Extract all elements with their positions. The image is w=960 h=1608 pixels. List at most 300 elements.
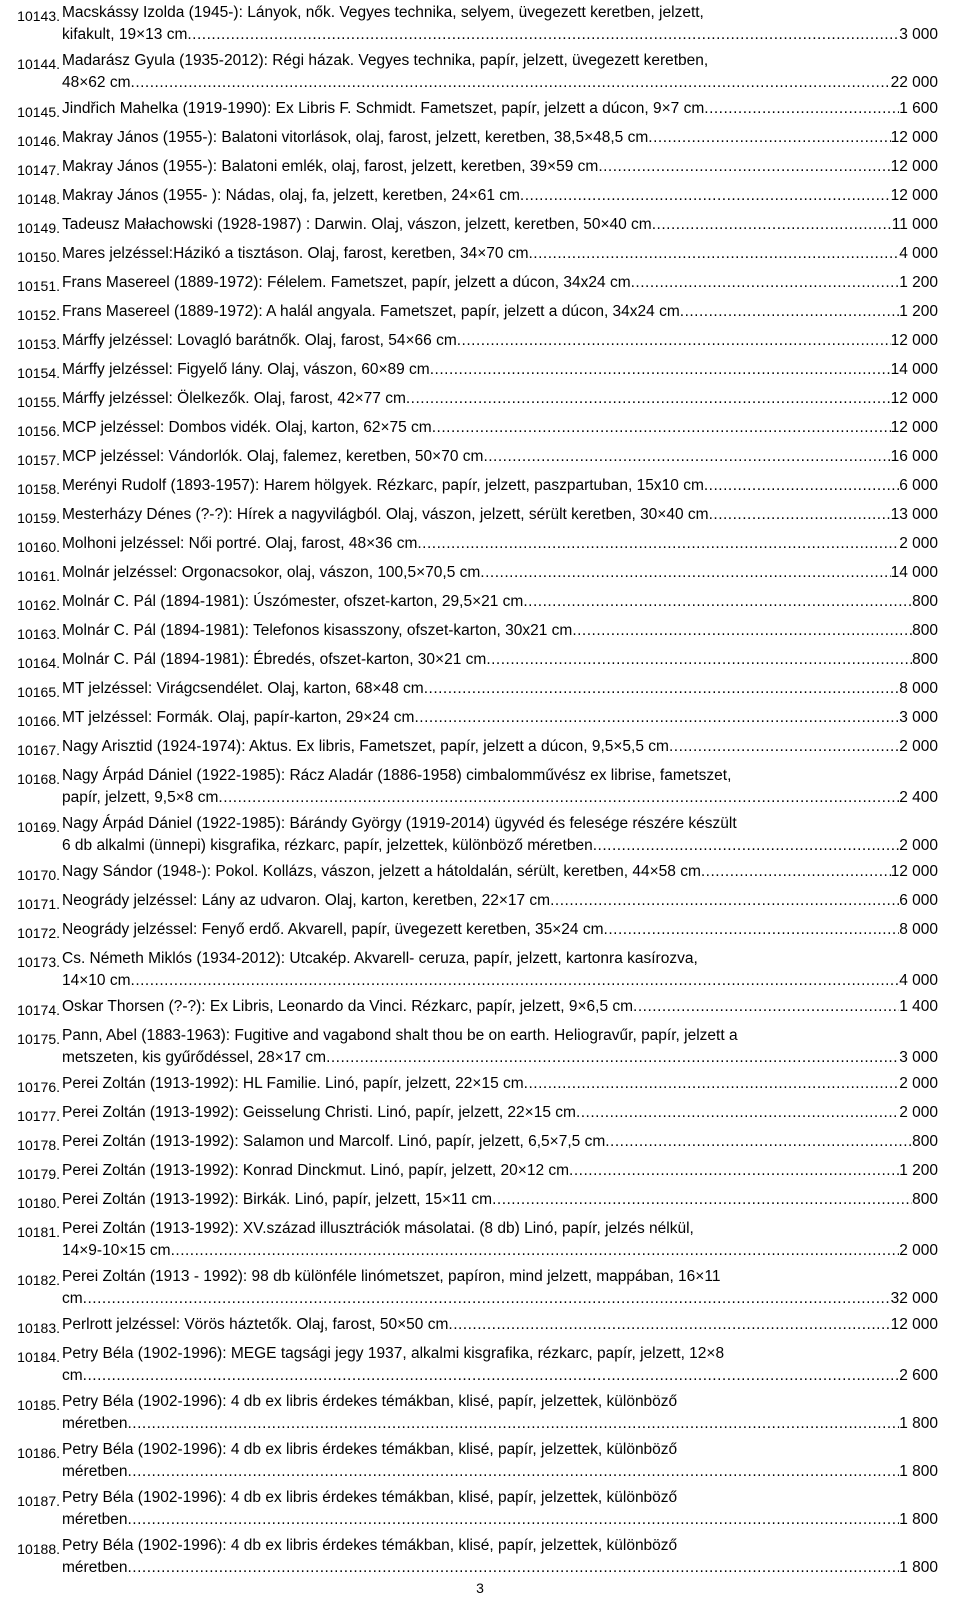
dot-leader [652, 214, 892, 236]
description-line [62, 417, 938, 439]
lot-number: 10156. [17, 423, 60, 439]
entry-description [62, 1343, 938, 1387]
catalog-entry [0, 996, 960, 1021]
dot-leader [631, 272, 900, 294]
dot-leader [417, 533, 899, 555]
catalog-entry [0, 1266, 960, 1310]
description-line: Petry Béla (1902-1996): 4 db ex libris érdekes témákban, klisé, papír, jelzettek, különböző [62, 1441, 678, 1458]
lot-number: 10181. [17, 1224, 60, 1240]
catalog-entry [0, 707, 960, 732]
dot-leader [457, 330, 891, 352]
price: 32 000 [890, 1290, 938, 1307]
description-line [62, 1509, 938, 1531]
price: 4 000 [899, 245, 938, 262]
price: 1 400 [899, 998, 938, 1015]
catalog-entry [0, 1102, 960, 1127]
entry-description [62, 1189, 938, 1211]
dot-leader [704, 475, 899, 497]
catalog-entry [0, 417, 960, 442]
dot-leader [709, 504, 891, 526]
dot-leader [524, 1073, 900, 1095]
catalog-entry [0, 1487, 960, 1531]
description-line [62, 1314, 938, 1336]
price: 12 000 [890, 187, 938, 204]
lot-number: 10155. [17, 394, 60, 410]
lot-number: 10161. [17, 568, 60, 584]
description-line [62, 678, 938, 700]
catalog-entry [0, 1189, 960, 1214]
description-text: Makray János (1955-): Balatoni emlék, olaj, farost, jelzett, keretben, 39×59 cm [62, 158, 599, 175]
lot-number: 10182. [17, 1272, 60, 1288]
description-line [62, 1557, 938, 1579]
catalog-entry [0, 1160, 960, 1185]
description-text: Makray János (1955- ): Nádas, olaj, fa, jelzett, keretben, 24×61 cm [62, 187, 520, 204]
price: 800 [912, 1191, 938, 1208]
dot-leader [83, 1365, 900, 1387]
price: 13 000 [890, 506, 938, 523]
catalog-entry [0, 1391, 960, 1435]
description-line [62, 127, 938, 149]
lot-number: 10146. [17, 133, 60, 149]
lot-number: 10184. [17, 1349, 60, 1365]
description-line: Nagy Árpád Dániel (1922-1985): Rácz Aladár (1886-1958) cimbalomművész ex librise, fametszet, [62, 767, 732, 784]
entry-description [62, 533, 938, 555]
entry-description [62, 620, 938, 642]
entry-description [62, 1391, 938, 1435]
lot-number: 10177. [17, 1108, 60, 1124]
dot-leader [127, 1557, 899, 1579]
entry-description [62, 2, 938, 46]
entry-description [62, 890, 938, 912]
entry-description [62, 649, 938, 671]
price: 800 [912, 1133, 938, 1150]
catalog-entry [0, 813, 960, 857]
entry-description [62, 948, 938, 992]
dot-leader [529, 243, 900, 265]
description-text: Márffy jelzéssel: Figyelő lány. Olaj, vászon, 60×89 cm [62, 361, 430, 378]
catalog-entry [0, 359, 960, 384]
price: 14 000 [890, 564, 938, 581]
catalog-entry [0, 736, 960, 761]
lot-number: 10186. [17, 1445, 60, 1461]
catalog-entry [0, 504, 960, 529]
description-text: MCP jelzéssel: Dombos vidék. Olaj, karton, 62×75 cm [62, 419, 432, 436]
entry-description [62, 765, 938, 809]
catalog-entry [0, 1314, 960, 1339]
catalog-entry [0, 50, 960, 94]
entry-description [62, 330, 938, 352]
entry-description [62, 1266, 938, 1310]
catalog-entry [0, 2, 960, 46]
price: 2 600 [899, 1367, 938, 1384]
description-line: Macskássy Izolda (1945-): Lányok, nők. Vegyes technika, selyem, üvegezett keretben, jelzett, [62, 4, 704, 21]
price: 2 000 [899, 1075, 938, 1092]
entry-description [62, 156, 938, 178]
description-text: Molnár C. Pál (1894-1981): Ébredés, ofszet-karton, 30×21 cm [62, 651, 487, 668]
description-line [62, 1461, 938, 1483]
description-text: Mesterházy Dénes (?-?): Hírek a nagyvilágból. Olaj, vászon, jelzett, sérült keretben, 30×40 cm [62, 506, 709, 523]
entry-description [62, 359, 938, 381]
description-line [62, 620, 938, 642]
entry-description [62, 591, 938, 613]
lot-number: 10176. [17, 1079, 60, 1095]
catalog-entry [0, 272, 960, 297]
description-line: Petry Béla (1902-1996): 4 db ex libris érdekes témákban, klisé, papír, jelzettek, különböző [62, 1537, 678, 1554]
dot-leader [131, 72, 891, 94]
description-line [62, 970, 938, 992]
description-line [62, 1288, 938, 1310]
dot-leader [701, 861, 891, 883]
description-line [62, 861, 938, 883]
description-line: Nagy Árpád Dániel (1922-1985): Bárándy György (1919-2014) ügyvéd és felesége részére készült [62, 815, 737, 832]
dot-leader [406, 388, 891, 410]
dot-leader [131, 970, 900, 992]
entry-description [62, 1487, 938, 1531]
description-line [62, 707, 938, 729]
price: 2 000 [899, 1242, 938, 1259]
description-line [62, 1131, 938, 1153]
description-text: 6 db alkalmi (ünnepi) kisgrafika, rézkarc, papír, jelzettek, különböző méretben [62, 837, 593, 854]
description-text: Tadeusz Małachowski (1928-1987) : Darwin. Olaj, vászon, jelzett, keretben, 50×40 cm [62, 216, 652, 233]
lot-number: 10145. [17, 104, 60, 120]
lot-number: 10152. [17, 307, 60, 323]
description-line [62, 562, 938, 584]
description-text: méretben [62, 1463, 128, 1480]
dot-leader [326, 1047, 899, 1069]
description-text: Frans Masereel (1889-1972): Félelem. Fametszet, papír, jelzett a dúcon, 34x24 cm [62, 274, 631, 291]
description-line: Petry Béla (1902-1996): 4 db ex libris érdekes témákban, klisé, papír, jelzettek, különböző [62, 1489, 678, 1506]
dot-leader [576, 1102, 899, 1124]
description-line [62, 1365, 938, 1387]
price: 3 000 [899, 709, 938, 726]
dot-leader [187, 24, 899, 46]
lot-number: 10174. [17, 1002, 60, 1018]
description-text: metszeten, kis gyűrődéssel, 28×17 cm [62, 1049, 327, 1066]
lot-number: 10180. [17, 1195, 60, 1211]
description-line [62, 533, 938, 555]
dot-leader [572, 620, 912, 642]
entry-description [62, 736, 938, 758]
lot-number: 10179. [17, 1166, 60, 1182]
entry-description [62, 1073, 938, 1095]
lot-number: 10187. [17, 1493, 60, 1509]
description-line [62, 649, 938, 671]
catalog-entry [0, 475, 960, 500]
price: 800 [912, 593, 938, 610]
entry-description [62, 50, 938, 94]
entry-description [62, 707, 938, 729]
description-line [62, 835, 938, 857]
dot-leader [432, 417, 891, 439]
price: 8 000 [899, 680, 938, 697]
catalog-entry [0, 678, 960, 703]
lot-number: 10148. [17, 191, 60, 207]
description-line: Cs. Németh Miklós (1934-2012): Utcakép. Akvarell- ceruza, papír, jelzett, kartonra kasírozva, [62, 950, 698, 967]
description-text: méretben [62, 1511, 128, 1528]
entry-description [62, 1314, 938, 1336]
lot-number: 10167. [17, 742, 60, 758]
dot-leader [127, 1509, 899, 1531]
dot-leader [669, 736, 899, 758]
lot-number: 10173. [17, 954, 60, 970]
price: 11 000 [891, 216, 938, 233]
lot-number: 10160. [17, 539, 60, 555]
description-line [62, 890, 938, 912]
lot-number: 10171. [17, 896, 60, 912]
catalog-entry [0, 948, 960, 992]
lot-number: 10172. [17, 925, 60, 941]
catalog-entry [0, 214, 960, 239]
entry-description [62, 388, 938, 410]
entry-description [62, 1160, 938, 1182]
lot-number: 10162. [17, 597, 60, 613]
lot-number: 10183. [17, 1320, 60, 1336]
price: 4 000 [899, 972, 938, 989]
description-text: kifakult, 19×13 cm [62, 26, 188, 43]
price: 12 000 [890, 129, 938, 146]
entry-description [62, 562, 938, 584]
entry-description [62, 996, 938, 1018]
dot-leader [483, 446, 890, 468]
description-line [62, 1240, 938, 1262]
description-line [62, 1047, 938, 1069]
dot-leader [480, 562, 890, 584]
description-line [62, 787, 938, 809]
dot-leader [127, 1413, 899, 1435]
price: 16 000 [890, 448, 938, 465]
price: 1 800 [899, 1511, 938, 1528]
dot-leader [633, 996, 899, 1018]
description-text: Molnár C. Pál (1894-1981): Úszómester, ofszet-karton, 29,5×21 cm [62, 593, 524, 610]
description-line [62, 156, 938, 178]
price: 1 200 [899, 303, 938, 320]
price: 8 000 [899, 921, 938, 938]
description-line: Perei Zoltán (1913-1992): XV.század illusztrációk másolatai. (8 db) Linó, papír, jelzés nélkül, [62, 1220, 694, 1237]
description-text: MCP jelzéssel: Vándorlók. Olaj, falemez, keretben, 50×70 cm [62, 448, 484, 465]
description-text: cm [62, 1290, 83, 1307]
description-text: Frans Masereel (1889-1972): A halál angyala. Fametszet, papír, jelzett a dúcon, 34x24 cm [62, 303, 680, 320]
description-line [62, 504, 938, 526]
lot-number: 10147. [17, 162, 60, 178]
description-line [62, 1160, 938, 1182]
description-text: Nagy Sándor (1948-): Pokol. Kollázs, vászon, jelzett a hátoldalán, sérült, keretben, 44×58 cm [62, 863, 701, 880]
description-line [62, 214, 938, 236]
lot-number: 10144. [17, 56, 60, 72]
description-text: Molhoni jelzéssel: Női portré. Olaj, farost, 48×36 cm [62, 535, 418, 552]
description-text: Oskar Thorsen (?-?): Ex Libris, Leonardo da Vinci. Rézkarc, papír, jelzett, 9×6,5 cm [62, 998, 634, 1015]
lot-number: 10188. [17, 1541, 60, 1557]
price: 1 200 [899, 274, 938, 291]
entry-description [62, 446, 938, 468]
catalog-entry [0, 98, 960, 123]
lot-number: 10185. [17, 1397, 60, 1413]
page-number: 3 [476, 1580, 484, 1596]
description-text: 14×10 cm [62, 972, 131, 989]
lot-number: 10153. [17, 336, 60, 352]
price: 12 000 [890, 158, 938, 175]
catalog-entry [0, 591, 960, 616]
description-line: Petry Béla (1902-1996): MEGE tagsági jegy 1937, alkalmi kisgrafika, rézkarc, papír, jelzett, 12×8 [62, 1345, 725, 1362]
entry-description [62, 98, 938, 120]
description-text: Molnár jelzéssel: Orgonacsokor, olaj, vászon, 100,5×70,5 cm [62, 564, 481, 581]
catalog-entry [0, 620, 960, 645]
description-text: Molnár C. Pál (1894-1981): Telefonos kisasszony, ofszet-karton, 30x21 cm [62, 622, 573, 639]
description-line [62, 72, 938, 94]
entry-description [62, 1025, 938, 1069]
price: 14 000 [890, 361, 938, 378]
price: 2 000 [899, 1104, 938, 1121]
price: 800 [912, 651, 938, 668]
price: 1 600 [899, 100, 938, 117]
description-line [62, 919, 938, 941]
price: 12 000 [890, 1316, 938, 1333]
description-line: Pann, Abel (1883-1963): Fugitive and vagabond shalt thou be on earth. Heliogravűr, papír, jelzett a [62, 1027, 738, 1044]
price: 12 000 [890, 332, 938, 349]
description-line [62, 1102, 938, 1124]
description-line [62, 330, 938, 352]
price: 12 000 [890, 419, 938, 436]
lot-number: 10164. [17, 655, 60, 671]
entry-description [62, 127, 938, 149]
price: 2 000 [899, 535, 938, 552]
dot-leader [218, 787, 899, 809]
description-text: MT jelzéssel: Formák. Olaj, papír-karton, 29×24 cm [62, 709, 415, 726]
description-line [62, 1189, 938, 1211]
entry-description [62, 504, 938, 526]
lot-number: 10166. [17, 713, 60, 729]
lot-number: 10165. [17, 684, 60, 700]
catalog-entry [0, 1131, 960, 1156]
description-text: Jindřich Mahelka (1919-1990): Ex Libris F. Schmidt. Fametszet, papír, jelzett a dúcon, 9×7 cm [62, 100, 705, 117]
dot-leader [605, 1131, 912, 1153]
lot-number: 10178. [17, 1137, 60, 1153]
entry-description [62, 1102, 938, 1124]
description-text: Perei Zoltán (1913-1992): Konrad Dinckmut. Linó, papír, jelzett, 20×12 cm [62, 1162, 570, 1179]
dot-leader [523, 591, 912, 613]
catalog-entry [0, 919, 960, 944]
dot-leader [550, 890, 899, 912]
description-text: méretben [62, 1415, 128, 1432]
price: 2 000 [899, 738, 938, 755]
description-line [62, 388, 938, 410]
catalog-entry [0, 649, 960, 674]
entry-description [62, 861, 938, 883]
catalog-entry [0, 446, 960, 471]
price: 2 400 [899, 789, 938, 806]
description-line [62, 1073, 938, 1095]
dot-leader [83, 1288, 891, 1310]
entry-description [62, 417, 938, 439]
dot-leader [486, 649, 912, 671]
dot-leader [604, 919, 900, 941]
price: 1 200 [899, 1162, 938, 1179]
catalog-entry [0, 301, 960, 326]
description-text: cm [62, 1367, 83, 1384]
lot-number: 10150. [17, 249, 60, 265]
dot-leader [520, 185, 891, 207]
dot-leader [704, 98, 899, 120]
price: 12 000 [890, 390, 938, 407]
price: 3 000 [899, 1049, 938, 1066]
description-line [62, 736, 938, 758]
catalog-entry [0, 156, 960, 181]
catalog-entry [0, 127, 960, 152]
dot-leader [414, 707, 899, 729]
dot-leader [171, 1240, 900, 1262]
description-line: Petry Béla (1902-1996): 4 db ex libris érdekes témákban, klisé, papír, jelzettek, különböző [62, 1393, 678, 1410]
lot-number: 10143. [17, 8, 60, 24]
price: 12 000 [890, 863, 938, 880]
price: 22 000 [890, 74, 938, 91]
description-line [62, 446, 938, 468]
dot-leader [598, 156, 890, 178]
lot-number: 10158. [17, 481, 60, 497]
catalog-entry [0, 890, 960, 915]
lot-number: 10170. [17, 867, 60, 883]
price: 1 800 [899, 1559, 938, 1576]
dot-leader [127, 1461, 899, 1483]
entry-description [62, 678, 938, 700]
description-line [62, 359, 938, 381]
catalog-entry [0, 243, 960, 268]
description-line [62, 591, 938, 613]
description-text: Perei Zoltán (1913-1992): Birkák. Linó, papír, jelzett, 15×11 cm [62, 1191, 493, 1208]
entry-description [62, 813, 938, 857]
description-line: Perei Zoltán (1913 - 1992): 98 db különféle linómetszet, papíron, mind jelzett, mappában, 16×11 [62, 1268, 721, 1285]
entry-description [62, 475, 938, 497]
entry-description [62, 1131, 938, 1153]
dot-leader [569, 1160, 899, 1182]
description-text: méretben [62, 1559, 128, 1576]
description-text: Makray János (1955-): Balatoni vitorlások, olaj, farost, jelzett, keretben, 38,5×48,5 cm [62, 129, 649, 146]
catalog-entry [0, 562, 960, 587]
dot-leader [648, 127, 890, 149]
catalog-entry [0, 861, 960, 886]
catalog-entry [0, 1343, 960, 1387]
catalog-entry [0, 388, 960, 413]
description-text: Neogrády jelzéssel: Lány az udvaron. Olaj, karton, keretben, 22×17 cm [62, 892, 551, 909]
description-text: Neogrády jelzéssel: Fenyő erdő. Akvarell, papír, üvegezett keretben, 35×24 cm [62, 921, 604, 938]
dot-leader [492, 1189, 912, 1211]
catalog-entry [0, 185, 960, 210]
description-text: Perei Zoltán (1913-1992): Salamon und Marcolf. Linó, papír, jelzett, 6,5×7,5 cm [62, 1133, 606, 1150]
dot-leader [680, 301, 899, 323]
entry-description [62, 243, 938, 265]
catalog-entry [0, 1025, 960, 1069]
catalog-entry [0, 1439, 960, 1483]
description-text: 14×9-10×15 cm [62, 1242, 171, 1259]
catalog-entry [0, 765, 960, 809]
price: 800 [912, 622, 938, 639]
description-line [62, 996, 938, 1018]
entry-description [62, 1218, 938, 1262]
price: 2 000 [899, 837, 938, 854]
lot-number: 10169. [17, 819, 60, 835]
description-line: Madarász Gyula (1935-2012): Régi házak. Vegyes technika, papír, jelzett, üvegezett keretben, [62, 52, 709, 69]
description-text: Nagy Arisztid (1924-1974): Aktus. Ex libris, Fametszet, papír, jelzett a dúcon, 9,5×5,5 cm [62, 738, 669, 755]
catalog-entry [0, 330, 960, 355]
description-line [62, 1413, 938, 1435]
description-text: papír, jelzett, 9,5×8 cm [62, 789, 219, 806]
catalog-entry [0, 1073, 960, 1098]
lot-number: 10175. [17, 1031, 60, 1047]
catalog-entry [0, 533, 960, 558]
description-text: Merényi Rudolf (1893-1957): Harem hölgyek. Rézkarc, papír, jelzett, paszpartuban, 15x10 cm [62, 477, 704, 494]
description-text: Mares jelzéssel:Házikó a tisztáson. Olaj, farost, keretben, 34×70 cm [62, 245, 529, 262]
lot-number: 10168. [17, 771, 60, 787]
catalog-entry [0, 1218, 960, 1262]
price: 1 800 [899, 1463, 938, 1480]
